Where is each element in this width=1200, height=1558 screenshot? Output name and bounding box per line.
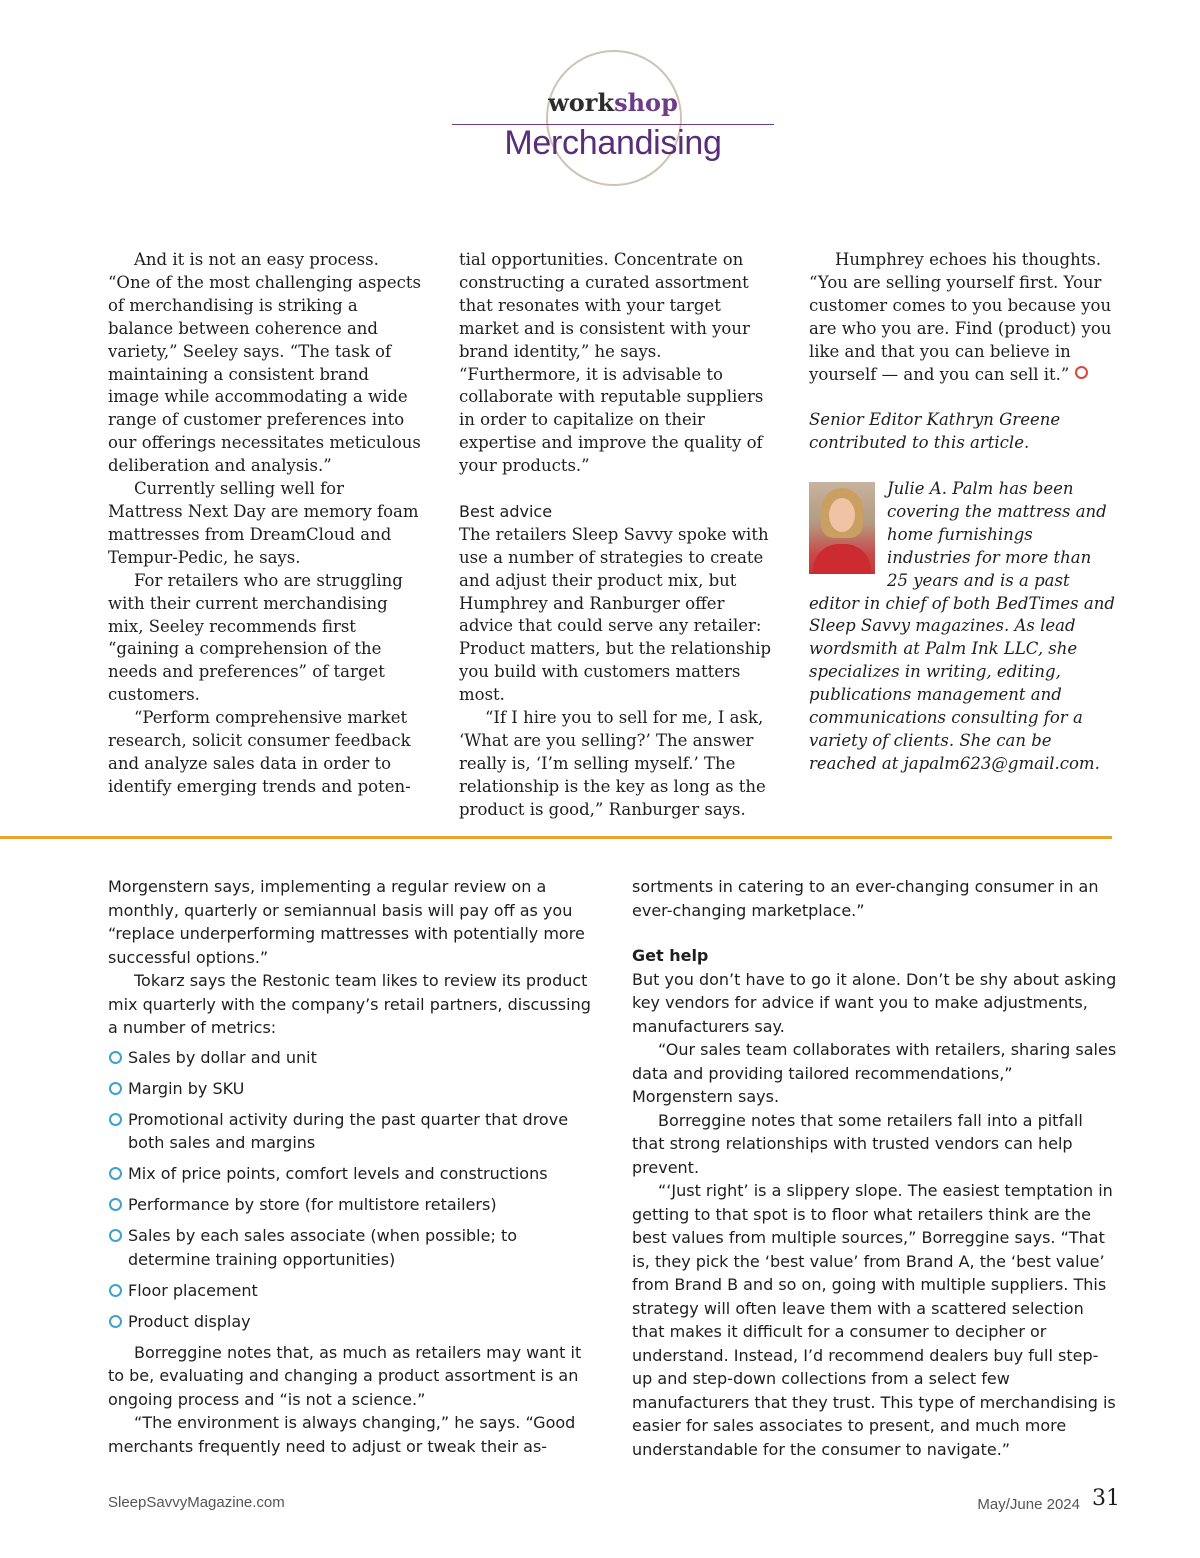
contributor-credit: Senior Editor Kathryn Greene contributed to this article. bbox=[809, 410, 1061, 453]
bottom-column-2 bbox=[632, 875, 1118, 1461]
paragraph: “The environment is always changing,” he says. “Good merchants frequently need to adjust or tweak their as- bbox=[108, 1413, 576, 1456]
bullet-icon bbox=[109, 1167, 122, 1180]
kicker-work: work bbox=[548, 88, 615, 117]
bullet-icon bbox=[109, 1198, 122, 1211]
section-divider bbox=[0, 836, 1112, 839]
paragraph: Borreggine notes that some retailers fall into a pitfall that strong relationships with trusted vendors can help prevent. bbox=[632, 1110, 1083, 1177]
list-item: Performance by store (for multistore retailers) bbox=[108, 1193, 594, 1217]
bullet-icon bbox=[109, 1051, 122, 1064]
paragraph: The retailers Sleep Savvy spoke with use a number of strategies to create and adjust their product mix, but Humphrey and Ranburger offer advice that could serve any retailer: Product matters, but the relationship you build with customers matters most. bbox=[459, 524, 772, 705]
bullet-icon bbox=[109, 1315, 122, 1328]
metrics-list bbox=[108, 1046, 594, 1334]
subhead-best-advice: Best advice bbox=[459, 501, 553, 521]
bullet-icon bbox=[109, 1284, 122, 1297]
header-circle-ornament bbox=[546, 50, 682, 186]
paragraph: sortments in catering to an ever-changing consumer in an ever-changing marketplace.” bbox=[632, 877, 1099, 920]
page-title: Merchandising bbox=[504, 124, 722, 162]
top-column-3 bbox=[809, 249, 1115, 776]
page-number: 31 bbox=[1092, 1486, 1120, 1511]
bottom-column-1 bbox=[108, 875, 594, 1458]
bullet-icon bbox=[109, 1082, 122, 1095]
top-column-2 bbox=[459, 249, 772, 822]
paragraph: “Our sales team collaborates with retailers, sharing sales data and providing tailored recommendations,” Morgenstern says. bbox=[632, 1040, 1117, 1106]
kicker-shop: shop bbox=[614, 88, 678, 117]
paragraph: Morgenstern says, implementing a regular review on a monthly, quarterly or semiannual basis will pay off as you “replace underperforming mattresses with potentially more successful options.” bbox=[108, 877, 585, 967]
section-kicker bbox=[452, 88, 774, 117]
top-column-1 bbox=[108, 249, 423, 799]
closing-quote-text: Humphrey echoes his thoughts. “You are selling yourself first. Your customer comes to you because you are who you are. Find (product) you like and that you can believe in yourself — and you can sell it.” bbox=[809, 250, 1112, 384]
paragraph: But you don’t have to go it alone. Don’t be shy about asking key vendors for advice if want you to make adjustments, manufacturers say. bbox=[632, 969, 1117, 1036]
paragraph: And it is not an easy process. “One of the most challenging aspects of merchandising is striking a balance between coherence and variety,” Seeley says. “The task of maintaining a consistent brand image while accommodating a wide range of customer preferences into our offerings necessitates meticulous deliberation and analysis.” bbox=[108, 250, 421, 476]
list-item: Product display bbox=[108, 1310, 594, 1334]
paragraph: “‘Just right’ is a slippery slope. The easiest temptation in getting to that spot is to floor what retailers think are the best values from multiple sources,” Borreggine says. “That is, they pick the ‘best value’ from Brand A, the ‘best value’ from Brand B and so on, going with multiple suppliers. This strategy will often leave them with a scattered selection that makes it difficult for a consumer to decipher or understand. Instead, I’d recommend dealers buy full step-up and step-down collections from a select few manufacturers that they trust. This type of merchandising is easier for sales associates to present, and much more understandable for the consumer to navigate.” bbox=[632, 1181, 1116, 1459]
author-bio-text: Julie A. Palm has been covering the mattress and home furnishings industries for more than 25 years and is a past editor in chief of both BedTimes and Sleep Savvy magazines. As lead wordsmith at Palm Ink LLC, she specializes in writing, editing, publications management and communications consulting for a variety of clients. She can be reached at japalm623@gmail.com. bbox=[809, 479, 1115, 773]
list-item: Floor placement bbox=[108, 1279, 594, 1303]
paragraph: “Perform comprehensive market research, solicit consumer feedback and analyze sales data in order to identify emerging trends and poten- bbox=[108, 708, 411, 796]
bullet-icon bbox=[109, 1113, 122, 1126]
paragraph: “If I hire you to sell for me, I ask, ‘What are you selling?’ The answer really is, ‘I’m selling myself.’ The relationship is the key as long as the product is good,” Ranburger says. bbox=[459, 708, 766, 819]
list-item: Sales by each sales associate (when possible; to determine training opportunities) bbox=[108, 1224, 594, 1271]
subhead-get-help: Get help bbox=[632, 946, 709, 965]
footer-issue-date: May/June 2024 bbox=[977, 1496, 1080, 1513]
footer-website: SleepSavvyMagazine.com bbox=[108, 1494, 285, 1511]
list-item: Sales by dollar and unit bbox=[108, 1046, 594, 1070]
list-item: Mix of price points, comfort levels and constructions bbox=[108, 1162, 594, 1186]
paragraph bbox=[809, 249, 1115, 386]
paragraph: For retailers who are struggling with their current merchandising mix, Seeley recommends first “gaining a comprehension of the needs and preferences” of target customers. bbox=[108, 570, 403, 705]
end-of-story-icon bbox=[1075, 366, 1088, 379]
bullet-icon bbox=[109, 1229, 122, 1242]
author-photo bbox=[809, 482, 875, 574]
paragraph: Currently selling well for Mattress Next Day are memory foam mattresses from DreamCloud and Tempur-Pedic, he says. bbox=[108, 479, 419, 567]
list-item: Margin by SKU bbox=[108, 1077, 594, 1101]
paragraph: Tokarz says the Restonic team likes to review its product mix quarterly with the company’s retail partners, discussing a number of metrics: bbox=[108, 971, 591, 1037]
paragraph: Borreggine notes that, as much as retailers may want it to be, evaluating and changing a product assortment is an ongoing process and “is not a science.” bbox=[108, 1342, 582, 1409]
author-bio bbox=[809, 478, 1115, 776]
list-item: Promotional activity during the past quarter that drove both sales and margins bbox=[108, 1108, 594, 1155]
paragraph: tial opportunities. Concentrate on constructing a curated assortment that resonates with your target market and is consistent with your brand identity,” he says. “Furthermore, it is advisable to collaborate with reputable suppliers in order to capitalize on their expertise and improve the quality of your products.” bbox=[459, 250, 764, 476]
